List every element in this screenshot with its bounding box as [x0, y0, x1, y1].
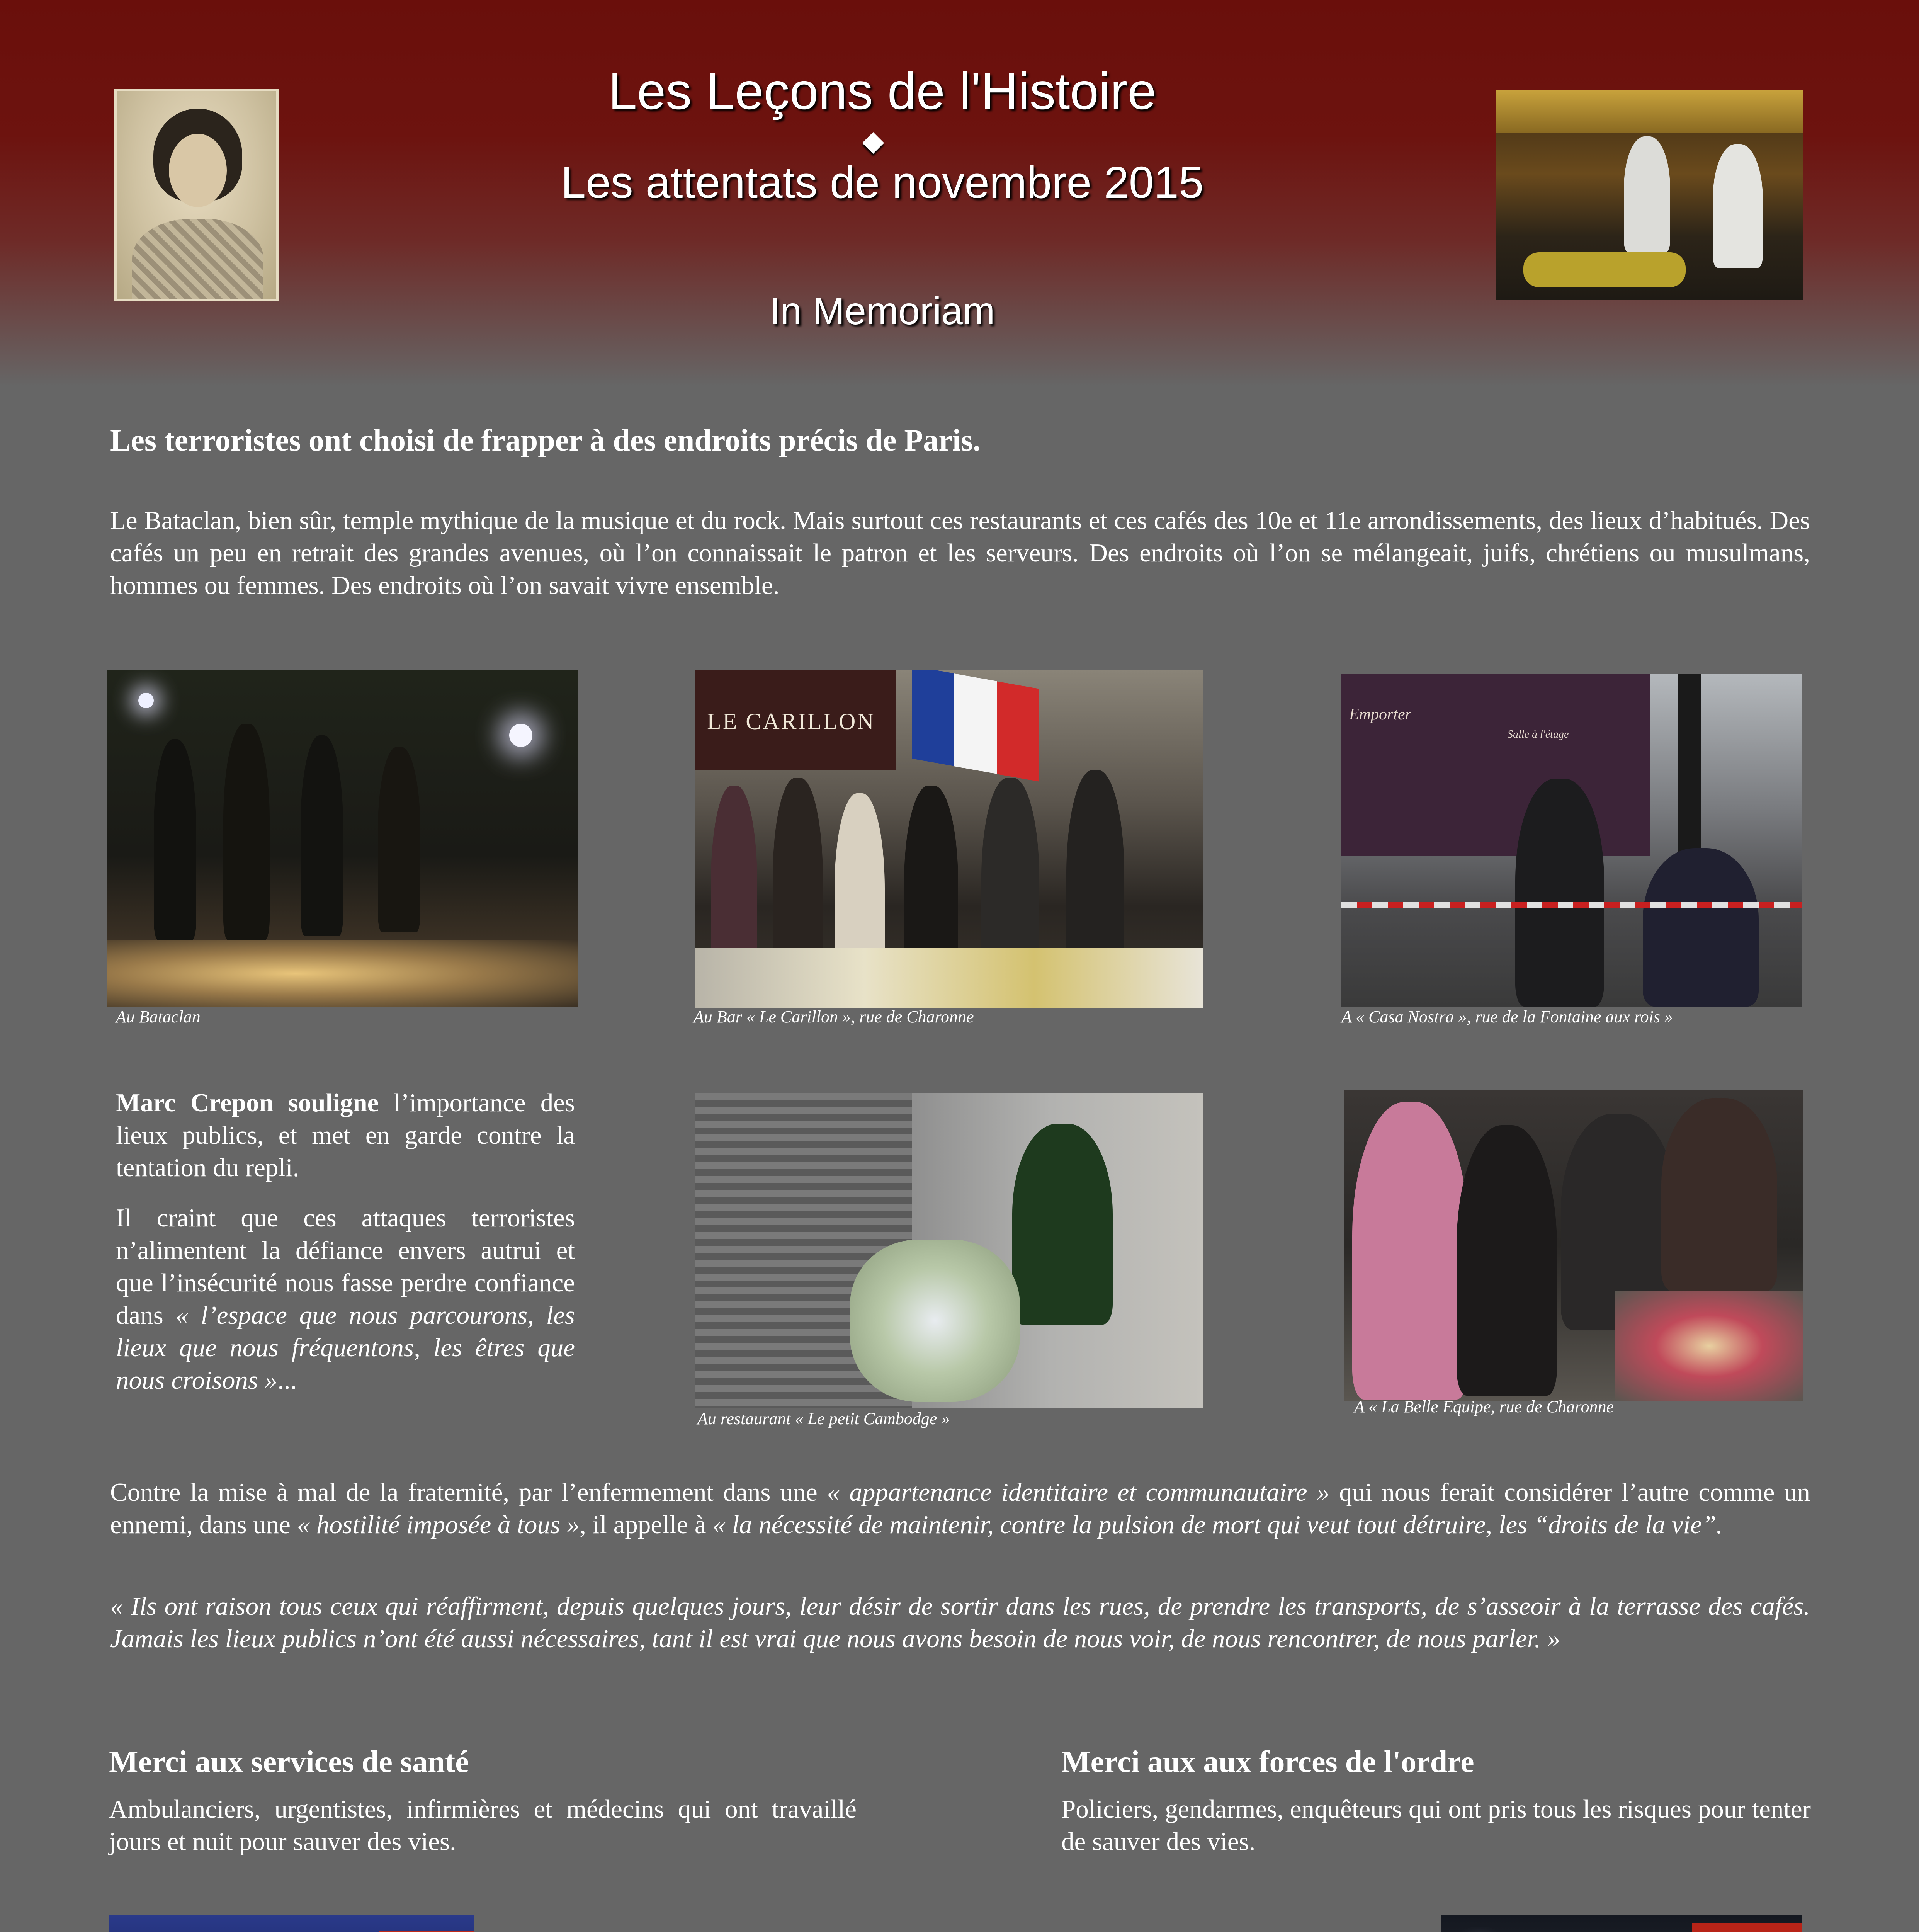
caption-casa-nostra: A « Casa Nostra », rue de la Fontaine aux rois »	[1341, 1007, 1673, 1026]
photo-casa-nostra: Emporter Salle à l'étage	[1341, 674, 1802, 1007]
crepon-paragraph-1: Marc Crepon souligne l’importance des lieux publics, et met en garde contre la tentation du repli.	[116, 1088, 575, 1182]
caption-carillon: Au Bar « Le Carillon », rue de Charonne	[693, 1007, 974, 1026]
fraternite-paragraph: Contre la mise à mal de la fraternité, par l’enfermement dans une « appartenance identitaire et communautaire » qui nous ferait considérer l’autre comme un ennemi, dans une « hostilité imposée à tous », il appelle à « la nécessité de maintenir, contre la pulsion de mort qui veut tout détruire, les “droits de la vie”.	[110, 1478, 1810, 1539]
crepon-quote: « l’espace que nous parcourons, les lieux que nous fréquentons, les êtres que nous croisons »	[116, 1301, 575, 1395]
section-heading: Les terroristes ont choisi de frapper à des endroits précis de Paris.	[110, 423, 981, 457]
crepon-name: Marc Crepon souligne	[116, 1088, 379, 1117]
page-title: Les Leçons de l'Histoire	[608, 63, 1156, 120]
crepon-paragraph-2: Il craint que ces attaques terroristes n’alimentent la défiance envers autrui et que l’insécurité nous fasse perdre confiance dans « l’espace que nous parcourons, les lieux que nous fréquentons, les êtres que nous croisons »...	[116, 1204, 575, 1395]
caption-belle-equipe: A « La Belle Equipe, rue de Charonne	[1354, 1397, 1614, 1416]
photo-petit-cambodge	[695, 1093, 1203, 1408]
page-subtitle: Les attentats de novembre 2015	[561, 157, 1204, 207]
sante-paragraph: Ambulanciers, urgentistes, infirmières et médecins qui ont travaillé jours et nuit pour sauver des vies.	[109, 1795, 857, 1856]
caption-bataclan: Au Bataclan	[116, 1007, 201, 1026]
caption-petit-cambodge: Au restaurant « Le petit Cambodge »	[697, 1409, 950, 1428]
intro-paragraph: Le Bataclan, bien sûr, temple mythique de la musique et du rock. Mais surtout ces restaurants et ces cafés des 10e et 11e arrondissements, des lieux d’habitués. Des cafés un peu en retrait des grandes avenues, où l’on connaissait le patron et les serveurs. Des endroits où l’on se mélangeait, juifs, chrétiens ou musulmans, hommes ou femmes. Des endroits où l’on savait vivre ensemble.	[110, 506, 1810, 600]
photo-rescuers-stretcher	[109, 1915, 474, 1932]
photo-police-officer	[1441, 1915, 1802, 1932]
photo-forensic-team	[1496, 90, 1803, 300]
quote-paragraph: « Ils ont raison tous ceux qui réaffirment, depuis quelques jours, leur désir de sortir dans les rues, de prendre les transports, de s’asseoir à la terrasse des cafés. Jamais les lieux publics n’ont été aussi nécessaires, tant il est vrai que nous avons besoin de nous voir, de nous rencontrer, de nous parler. »	[110, 1592, 1810, 1653]
ordre-paragraph: Policiers, gendarmes, enquêteurs qui ont pris tous les risques pour tenter de sauver des vies.	[1061, 1795, 1811, 1856]
photo-carillon: LE CARILLON	[695, 670, 1203, 1008]
photo-belle-equipe	[1344, 1090, 1803, 1401]
portrait-photo	[114, 89, 279, 301]
sante-heading: Merci aux services de santé	[109, 1745, 469, 1779]
photo-bataclan	[107, 670, 578, 1007]
memoriam-title: In Memoriam	[769, 289, 995, 333]
ordre-heading: Merci aux aux forces de l'ordre	[1061, 1745, 1474, 1779]
